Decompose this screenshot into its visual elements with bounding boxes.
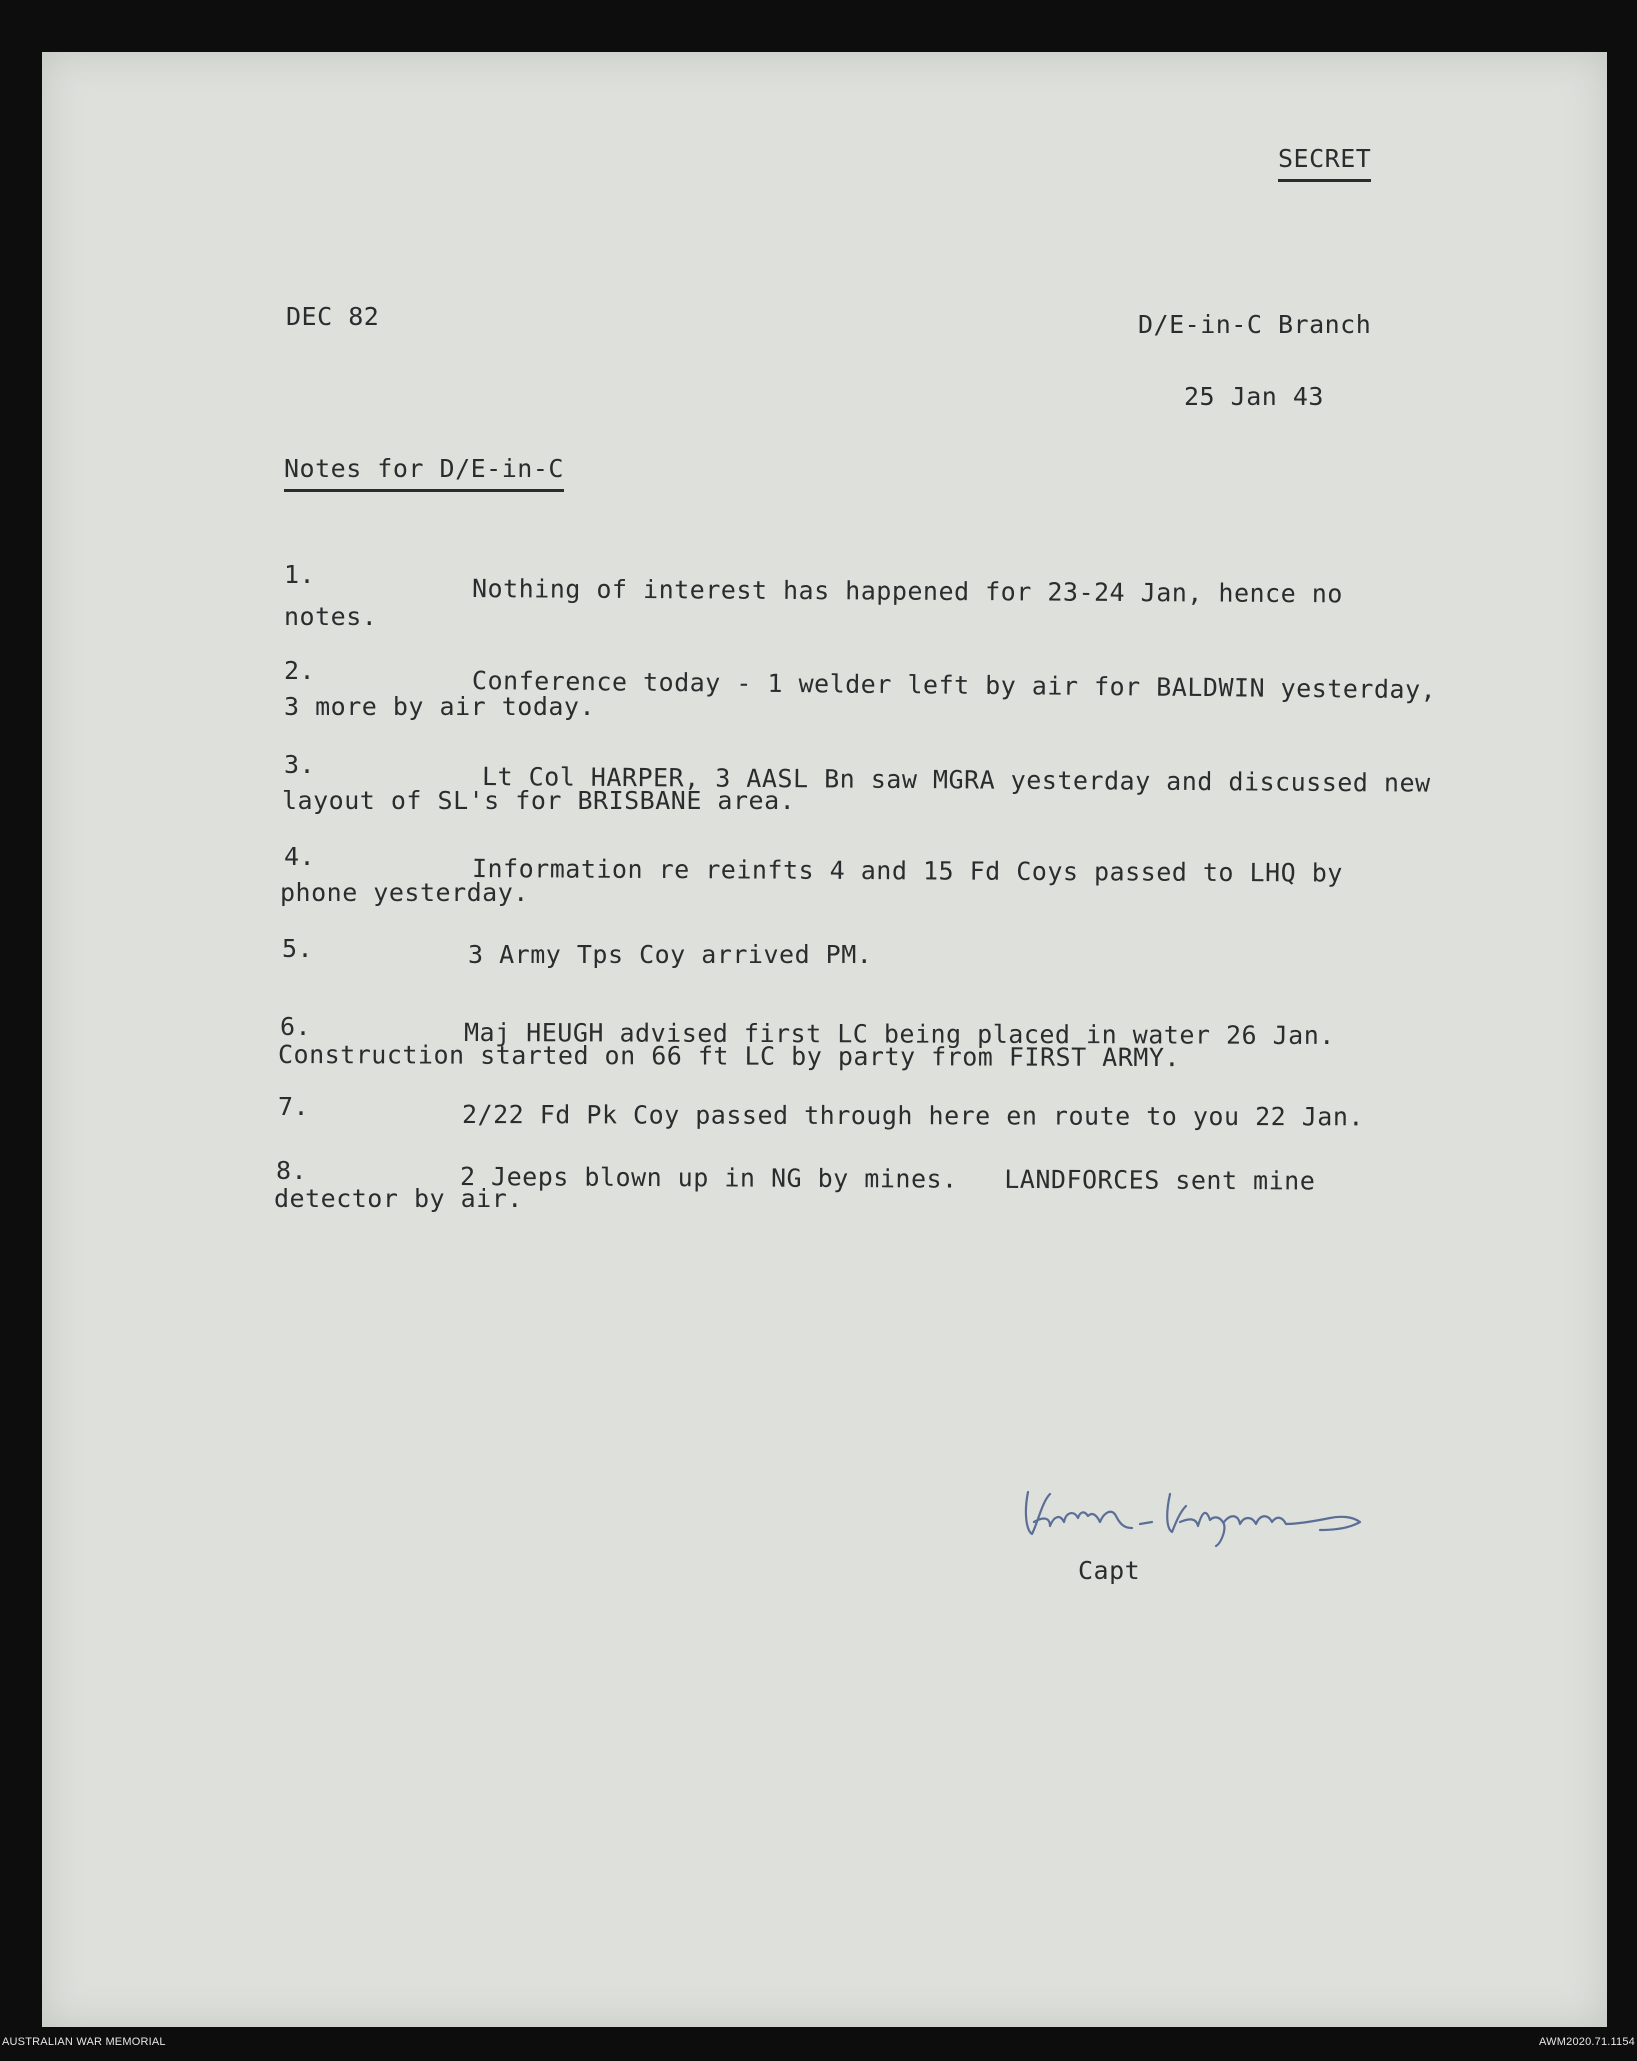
item-text-line2: Construction started on 66 ft LC by party from FIRST ARMY. <box>277 1040 1181 1073</box>
item-text-line2: notes. <box>284 602 378 631</box>
item-text-line1: Nothing of interest has happened for 23-24 Jan, hence no <box>471 574 1343 609</box>
document-page <box>42 52 1607 2027</box>
item-text-line1: 2 Jeeps blown up in NG by mines. LANDFORCES sent mine <box>459 1162 1316 1196</box>
item-text-line1: Conference today - 1 welder left by air for BALDWIN yesterday, <box>471 666 1437 705</box>
reference-number: DEC 82 <box>286 302 380 331</box>
item-text-line1: Information re reinfts 4 and 15 Fd Coys passed to LHQ by <box>471 854 1343 888</box>
item-number: 4. <box>284 842 316 871</box>
item-number: 1. <box>284 560 316 589</box>
item-text-line2: detector by air. <box>274 1184 523 1213</box>
document-date: 25 Jan 43 <box>1184 382 1324 411</box>
signature-image <box>1020 1472 1380 1552</box>
item-number: 2. <box>284 656 316 685</box>
item-text-line2: phone yesterday. <box>280 878 529 907</box>
signatory-rank: Capt <box>1078 1556 1141 1585</box>
item-text-line1: Lt Col HARPER, 3 AASL Bn saw MGRA yesterday and discussed new <box>481 762 1431 798</box>
item-number: 3. <box>284 750 316 779</box>
branch-name: D/E-in-C Branch <box>1138 310 1372 339</box>
item-text-line1: 3 Army Tps Coy arrived PM. <box>468 940 873 969</box>
footer-archive-name: AUSTRALIAN WAR MEMORIAL <box>2 2036 166 2048</box>
classification-marking: SECRET <box>1278 144 1371 182</box>
item-number: 8. <box>276 1156 308 1185</box>
item-text-line1: 2/22 Fd Pk Coy passed through here en route to you 22 Jan. <box>461 1100 1365 1132</box>
page-title: Notes for D/E-in-C <box>284 454 564 492</box>
item-number: 5. <box>282 934 314 963</box>
footer-catalogue-id: AWM2020.71.1154 <box>1539 2036 1635 2048</box>
item-text-line2: layout of SL's for BRISBANE area. <box>282 786 796 815</box>
item-text-line2: 3 more by air today. <box>284 692 596 721</box>
item-number: 6. <box>280 1012 312 1041</box>
item-number: 7. <box>278 1092 310 1121</box>
item-text-line1: Maj HEUGH advised first LC being placed in water 26 Jan. <box>463 1018 1335 1051</box>
